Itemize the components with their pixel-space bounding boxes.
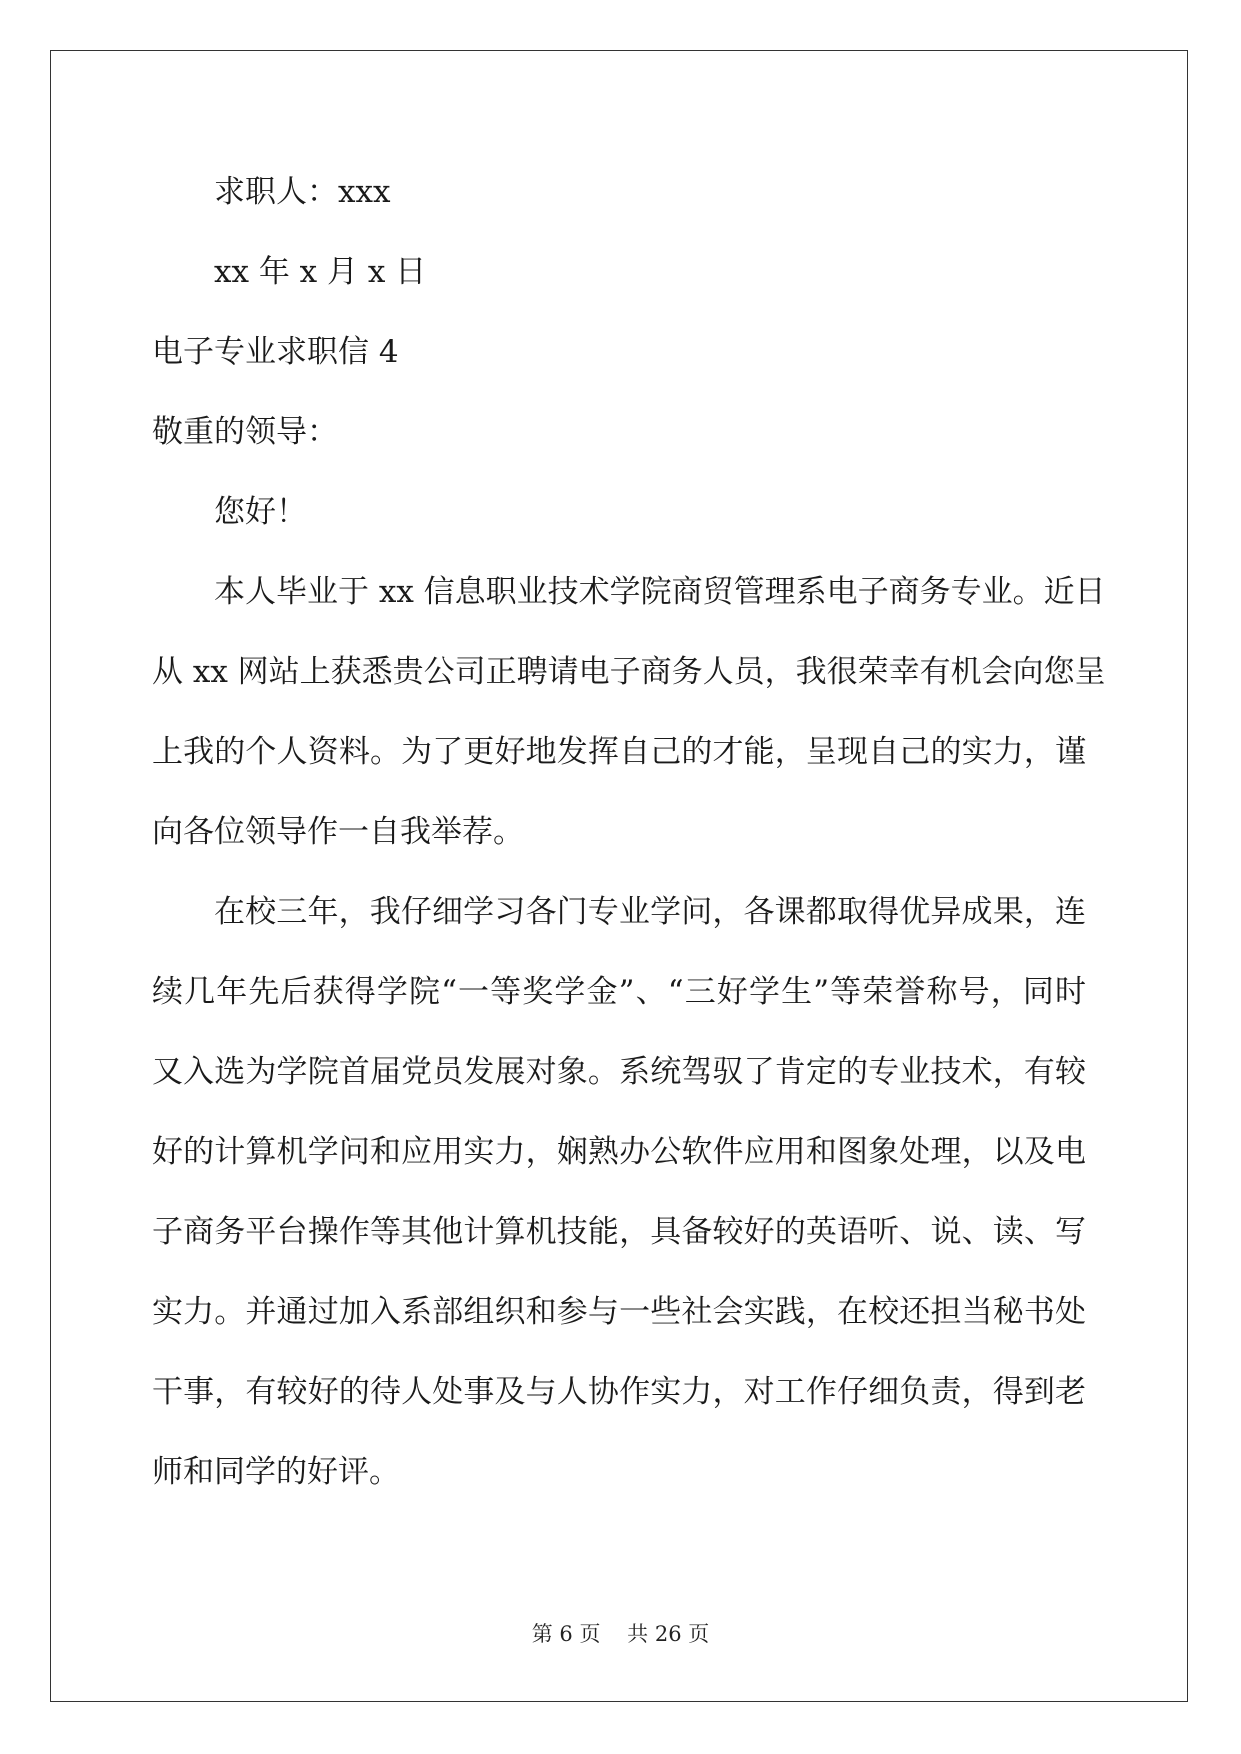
applicant-line: 求职人：xxx xyxy=(214,174,391,210)
page-number: 第 6 页 xyxy=(531,1622,601,1646)
paragraph-2-line: 师和同学的好评。 xyxy=(152,1454,400,1490)
salutation: 敬重的领导： xyxy=(152,414,338,450)
paragraph-1-line: 从 xx 网站上获悉贵公司正聘请电子商务人员，我很荣幸有机会向您呈 xyxy=(152,654,1106,690)
letter-title: 电子专业求职信 4 xyxy=(152,334,399,370)
paragraph-1-line: 向各位领导作一自我举荐。 xyxy=(152,814,524,850)
paragraph-1-line: 上我的个人资料。为了更好地发挥自己的才能，呈现自己的实力，谨 xyxy=(152,734,1086,770)
paragraph-2-line: 好的计算机学问和应用实力，娴熟办公软件应用和图象处理，以及电 xyxy=(152,1134,1086,1170)
paragraph-2-line: 又入选为学院首届党员发展对象。系统驾驭了肯定的专业技术，有较 xyxy=(152,1054,1086,1090)
date-line: xx 年 x 月 x 日 xyxy=(214,254,427,290)
page-total: 共 26 页 xyxy=(627,1622,710,1646)
greeting: 您好！ xyxy=(214,494,307,530)
paragraph-2-line: 续几年先后获得学院“一等奖学金”、“三好学生”等荣誉称号，同时 xyxy=(152,974,1086,1010)
paragraph-2-line: 实力。并通过加入系部组织和参与一些社会实践，在校还担当秘书处 xyxy=(152,1294,1086,1330)
page-footer xyxy=(0,1620,1241,1648)
paragraph-1-line: 本人毕业于 xx 信息职业技术学院商贸管理系电子商务专业。近日 xyxy=(214,574,1106,610)
paragraph-2-line: 子商务平台操作等其他计算机技能，具备较好的英语听、说、读、写 xyxy=(152,1214,1086,1250)
paragraph-2-line: 在校三年，我仔细学习各门专业学问，各课都取得优异成果，连 xyxy=(214,894,1086,930)
paragraph-2-line: 干事，有较好的待人处事及与人协作实力，对工作仔细负责，得到老 xyxy=(152,1374,1086,1410)
